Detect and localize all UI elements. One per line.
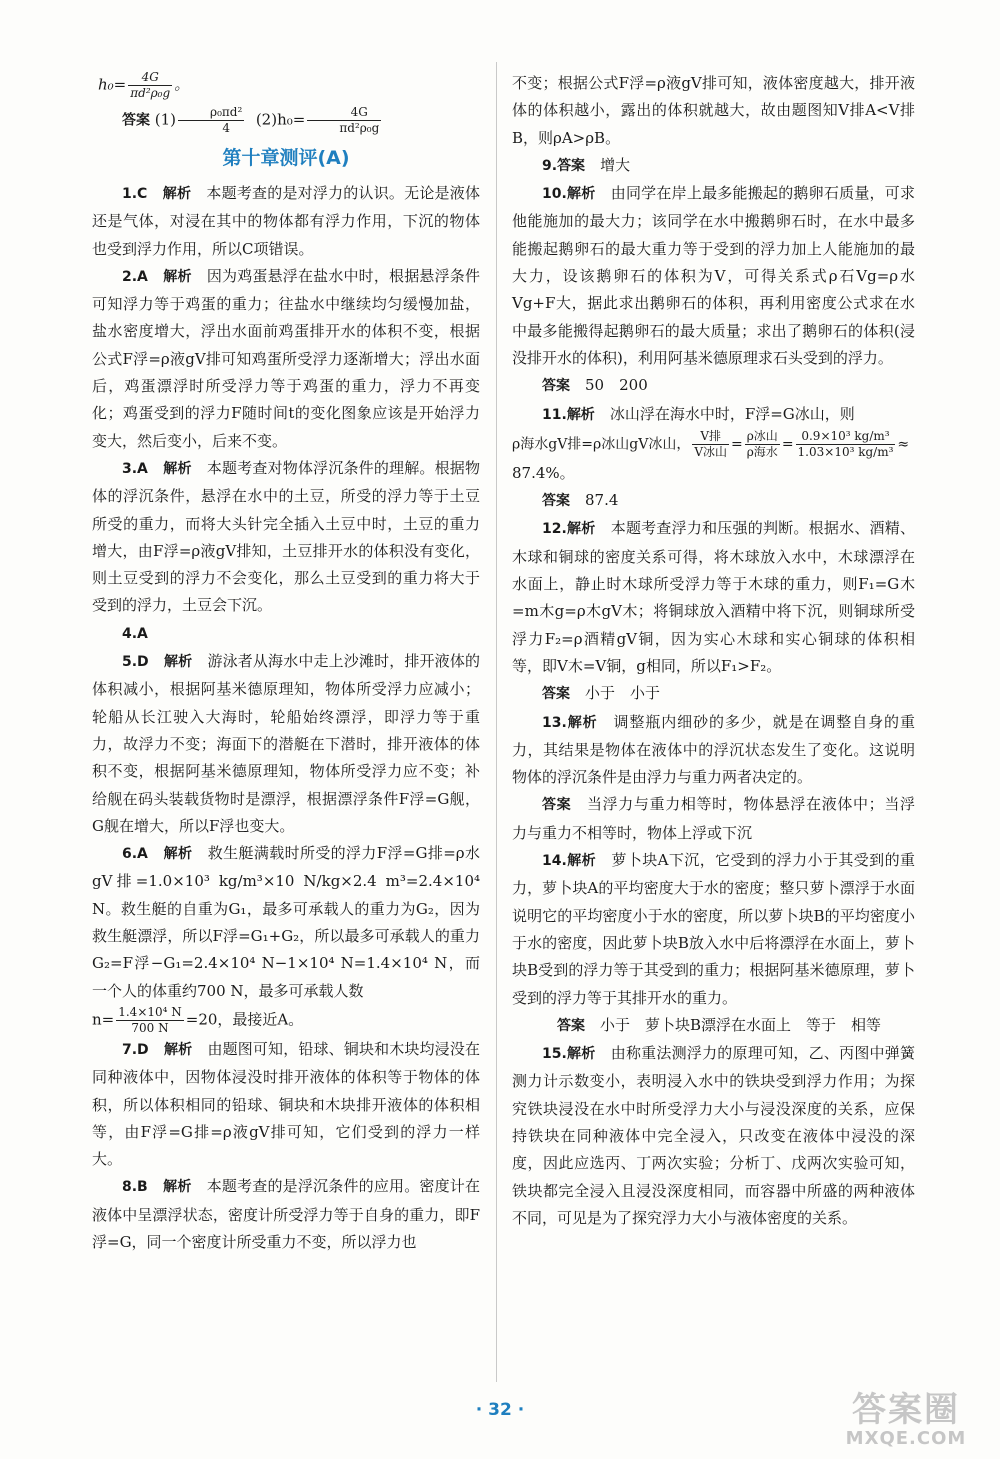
formula-h0-num: 4G xyxy=(128,70,172,86)
question-13 xyxy=(512,709,915,792)
question-number: 3.A xyxy=(122,460,148,477)
analysis-text: 本题考查浮力和压强的判断。根据水、酒精、木球和铜球的密度关系可得，将木球放入水中，木球漂浮在水面上，静止时木球所受浮力等于木球的重力，则F₁=G木=m木g=ρ木gV木；将铜球放入酒精中将下沉，则铜球所受浮力F₂=ρ酒精gV铜，因为实心木球和实心铜球的体积相等，即V木=V铜，g相同，所以F₁>F₂。 xyxy=(512,519,915,675)
question-number: 2.A xyxy=(122,268,148,285)
question-number: 15. xyxy=(542,1046,567,1063)
question-5 xyxy=(92,648,480,840)
formula-fraction xyxy=(116,1005,184,1036)
formula-lhs: n= xyxy=(92,1010,115,1029)
analysis-label: 解析 xyxy=(566,853,597,870)
analysis-label: 解析 xyxy=(164,654,193,671)
analysis-label: 解析 xyxy=(163,460,192,477)
question-10-answer xyxy=(512,372,915,400)
question-number: 8.B xyxy=(122,1179,148,1196)
question-4 xyxy=(92,620,480,648)
answer-text: 当浮力与重力相等时，物体悬浮在液体中；当浮力与重力不相等时，物体上浮或下沉 xyxy=(512,795,915,842)
analysis-label: 解析 xyxy=(162,186,192,202)
analysis-label: 解析 xyxy=(163,846,193,863)
answer-label: 答案 xyxy=(542,378,570,395)
question-11-answer xyxy=(512,487,915,515)
watermark-line1: 答案圈 xyxy=(852,1390,960,1430)
analysis-text: 萝卜块A下沉，它受到的浮力小于其受到的重力，萝卜块A的平均密度大于水的密度；整只萝卜漂浮于水面说明它的平均密度小于水的密度，所以萝卜块B的平均密度小于水的密度，因此萝卜块B放入水中后将漂浮在水面上，萝卜块B受到的浮力等于其受到的重力；根据阿基米德原理，萝卜受到的浮力等于其排开水的重力。 xyxy=(512,851,915,1007)
formula-end: =20，最接近A。 xyxy=(185,1010,304,1029)
analysis-text: 本题考查对物体浮沉条件的理解。根据物体的浮沉条件，悬浮在水中的土豆，所受的浮力等于土豆所受的重力，而将大头针完全插入土豆中时，土豆的重力增大，由F浮=ρ液gV排知，土豆排开水的体积没有变化，则土豆受到的浮力不会变化，那么土豆受到的重力将大于受到的浮力，土豆会下沉。 xyxy=(92,458,480,615)
question-number: 13. xyxy=(542,714,567,731)
formula-h0-fraction xyxy=(128,70,172,101)
formula-eq: = xyxy=(731,436,743,453)
analysis-text: 调整瓶内细砂的多少，就是在调整自身的重力，其结果是物体在液体中的浮沉状态发生了变化。这说明物体的浮沉条件是由浮力与重力两者决定的。 xyxy=(512,712,915,787)
question-14-answer xyxy=(512,1012,915,1040)
answer-label: 答案 xyxy=(542,493,570,510)
question-8 xyxy=(92,1173,480,1256)
prev-answer-1-num: ρ₀πd² xyxy=(178,105,244,121)
question-number: 12. xyxy=(542,521,567,538)
question-14 xyxy=(512,847,915,1012)
analysis-text: 因为鸡蛋悬浮在盐水中时，根据悬浮条件可知浮力等于鸡蛋的重力；往盐水中继续均匀缓慢加盐，盐水密度增大，浮出水面前鸡蛋排开水的体积不变，根据公式F浮=ρ液gV排可知鸡蛋所受浮力逐渐增大；浮出水面后，鸡蛋漂浮时所受浮力等于鸡蛋的重力，浮力不再变化；鸡蛋受到的浮力F随时间t的变化图象应该是开始浮力变大，然后变小，后来不变。 xyxy=(92,266,480,450)
question-1 xyxy=(92,180,480,263)
analysis-label: 解析 xyxy=(566,406,595,423)
analysis-label: 解析 xyxy=(566,1046,596,1063)
analysis-text: 由题图可知，铅球、铜块和木块均浸没在同种液体中，因物体浸没时排开液体的体积等于物体的体积，所以体积相同的铅球、铜块和木块排开液体的体积相等，由F浮=G排=ρ液gV排可知，它们受到的浮力一样大。 xyxy=(92,1039,480,1169)
formula-eq: = xyxy=(781,436,794,453)
analysis-label: 解析 xyxy=(163,268,192,285)
answer-text: 87.4 xyxy=(585,491,619,510)
analysis-text: 救生艇满载时所受的浮力F浮=G排=ρ水gV排=1.0×10³ kg/m³×10 N/kg×2.4 m³=2.4×10⁴ N。救生艇的自重为G₁，最多可承载人的重力为G₂，因为救生艇漂浮，所以F浮=G₁+G₂，所以最多可承载人的重力G₂=F浮−G₁=2.4×10⁴ N−1×10⁴ N=1.4×10⁴ N，而一个人的体重约700 N，最多可承载人数 xyxy=(92,844,480,1000)
answer-text: 小于 萝卜块B漂浮在水面上 等于 相等 xyxy=(600,1015,882,1034)
right-column xyxy=(512,70,915,1232)
formula-num: V排 xyxy=(692,429,729,445)
question-7 xyxy=(92,1036,480,1173)
prev-answer-2-den: πd²ρ₀g xyxy=(339,121,380,135)
analysis-text: 由同学在岸上最多能搬起的鹅卵石质量，可求他能施加的最大力；该同学在水中搬鹅卵石时，在水中最多能搬起鹅卵石的最大重力等于受到的浮力加上人能施加的最大力，设该鹅卵石的体积为V，可得关系式ρ石Vg=ρ水Vg+F大，据此求出鹅卵石的体积，再利用密度公式求在水中最多能搬得起鹅卵石的最大质量；求出了鹅卵石的体积(浸没排开水的体积)，利用阿基米德原理求石头受到的浮力。 xyxy=(512,184,915,367)
question-number: 5.D xyxy=(122,654,149,671)
formula-num: 1.4×10⁴ N xyxy=(118,1004,182,1019)
answer-text: 50 200 xyxy=(585,376,648,395)
prev-answer-2: (2)h₀= xyxy=(255,110,306,129)
question-12-answer xyxy=(512,680,915,708)
question-10 xyxy=(512,180,915,372)
answer-label: 答案 xyxy=(122,112,150,129)
formula-num: ρ冰山 xyxy=(746,428,778,443)
watermark-logo xyxy=(826,1391,986,1453)
analysis-text: 不变；根据公式F浮=ρ液gV排可知，液体密度越大，排开液体的体积越小，露出的体积就越大，故由题图知V排A<V排B，则ρA>ρB。 xyxy=(512,74,915,147)
answer-label: 答案 xyxy=(542,686,570,703)
formula-den: 1.03×10³ kg/m³ xyxy=(797,444,894,459)
question-number: 9. xyxy=(542,157,558,174)
page-number: · 32 · xyxy=(475,1400,525,1420)
answer-label: 答案 xyxy=(557,157,586,174)
left-column xyxy=(92,70,480,1256)
formula-fraction-3 xyxy=(796,429,896,460)
formula-h0-lhs: h₀= xyxy=(98,75,127,94)
analysis-label: 解析 xyxy=(566,186,596,203)
prev-answer-2-num: 4G xyxy=(307,105,381,121)
analysis-text: 冰山浮在海水中时，F浮=G冰山，则 xyxy=(609,404,855,423)
analysis-label: 解析 xyxy=(163,1179,192,1196)
question-number: 7.D xyxy=(122,1041,149,1058)
formula-approx: ≈ xyxy=(897,436,910,453)
formula-den: ρ海水 xyxy=(746,444,778,459)
question-13-answer xyxy=(512,791,915,847)
answer-label: 答案 xyxy=(557,1017,585,1034)
formula-result: 87.4%。 xyxy=(512,463,575,482)
formula-h0 xyxy=(92,70,480,101)
chapter-title: 第十章测评(A) xyxy=(222,147,350,169)
question-9 xyxy=(512,152,915,180)
analysis-text: 本题考查的是对浮力的认识。无论是液体还是气体，对浸在其中的物体都有浮力作用，下沉的物体也受到浮力作用，所以C项错误。 xyxy=(92,184,480,258)
formula-fraction-2 xyxy=(745,429,780,460)
analysis-label: 解析 xyxy=(164,1041,193,1058)
analysis-text: 由称重法测浮力的原理可知，乙、丙图中弹簧测力计示数变小，表明浸入水中的铁块受到浮力作用；为探究铁块浸没在水中时所受浮力大小与浸没深度的关系，应保持铁块在同种液体中完全浸入，只改变在液体中浸没的深度，因此应选丙、丁两次实验；分析丁、戊两次实验可知，铁块都完全浸入且浸没深度相同，而容器中所盛的两种液体不同，可见是为了探究浮力大小与液体密度的关系。 xyxy=(512,1044,915,1227)
question-11-result xyxy=(512,460,915,487)
prev-answer-1: (1) xyxy=(154,110,177,129)
answer-label: 答案 xyxy=(542,797,572,814)
answer-text: 小于 小于 xyxy=(585,684,661,703)
analysis-label: 解析 xyxy=(566,521,596,538)
question-number: 1.C xyxy=(122,186,148,202)
question-11 xyxy=(512,401,915,429)
question-number: 10. xyxy=(542,186,567,203)
prev-answer-1-fraction xyxy=(178,105,244,136)
question-12 xyxy=(512,515,915,680)
question-number: 11. xyxy=(542,406,567,423)
formula-h0-den: πd²ρ₀g xyxy=(130,86,171,100)
formula-den: V冰山 xyxy=(694,444,728,459)
answer-text: 增大 xyxy=(600,155,631,174)
question-2 xyxy=(92,263,480,455)
question-6-formula xyxy=(92,1005,480,1036)
question-6 xyxy=(92,840,480,1005)
formula-h0-end: 。 xyxy=(174,75,190,94)
watermark-line2: MXQE.COM xyxy=(845,1428,967,1449)
question-3 xyxy=(92,455,480,620)
analysis-text: 游泳者从海水中走上沙滩时，排开液体的体积减小，根据阿基米德原理知，物体所受浮力应减小；轮船从长江驶入大海时，轮船始终漂浮，即浮力等于重力，故浮力不变；海面下的潜艇在下潜时，排开液体的体积不变，根据阿基米德原理知，物体所受浮力应不变；补给舰在码头装载货物时是漂浮，根据漂浮条件F浮=G舰，G舰在增大，所以F浮也变大。 xyxy=(92,652,480,835)
formula-fraction-1 xyxy=(692,429,729,460)
question-number: 6.A xyxy=(122,846,148,863)
prev-answer xyxy=(92,105,480,136)
question-15 xyxy=(512,1040,915,1232)
question-11-formula xyxy=(512,429,915,460)
question-8-continued xyxy=(512,70,915,152)
analysis-label: 解析 xyxy=(566,714,598,731)
formula-num: 0.9×10³ kg/m³ xyxy=(796,429,896,445)
formula-den: 700 N xyxy=(131,1020,169,1035)
formula-lhs: ρ海水gV排=ρ冰山gV冰山， xyxy=(512,436,691,453)
prev-answer-2-fraction xyxy=(307,105,381,136)
column-divider xyxy=(496,62,497,1382)
question-number: 4.A xyxy=(122,625,148,642)
analysis-text: 本题考查的是浮沉条件的应用。密度计在液体中呈漂浮状态，密度计所受浮力等于自身的重力，即F浮=G，同一个密度计所受重力不变，所以浮力也 xyxy=(92,1177,480,1251)
prev-answer-1-den: 4 xyxy=(222,121,230,135)
question-number: 14. xyxy=(542,853,567,870)
